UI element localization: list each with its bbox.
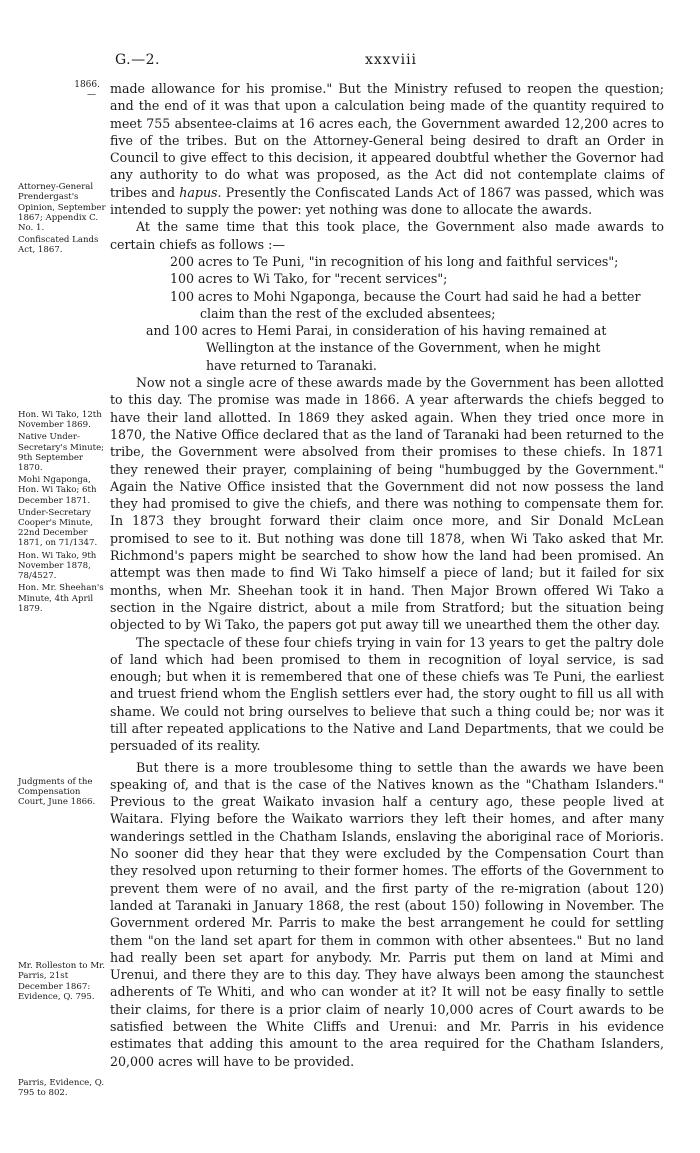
- document-reference: G.—2.: [115, 52, 160, 68]
- margin-year: 1866.: [74, 80, 100, 90]
- margin-notes: [0, 759, 110, 1101]
- margin-note: Hon. Mr. Sheehan's Minute, 4th April 1879.: [18, 583, 104, 614]
- margin-note: Mohi Ngaponga, Hon. Wi Tako; 6th December 1871.: [18, 475, 97, 506]
- paragraph: But there is a more troublesome thing to settle than the awards we have been speaking of, and that is the case of the Natives known as the "Chatham Islanders." Previous to the great Waikato invasion half a century ago, these people lived at Waitara. Flying before the Waikato warriors they left their homes, and after many wanderings settled in the Chatham Islands, enslaving the aboriginal race of Morioris. No sooner did they hear that they were excluded by the Compensation Court than they resolved upon returning to their former homes. The efforts of the Government to prevent them were of no avail, and the first party of the re-migration (about 120) landed at Taranaki in January 1868, the rest (about 150) following in November. The Government ordered Mr. Parris to make the best arrangement he could for settling them "on the land set apart for them in common with other absentees." But no land had really been set apart for anybody. Mr. Parris put them on land at Mimi and Urenui, and there they are to this day. They have always been among the staunchest adherents of Te Whiti, and who can wonder at it? It will not be easy finally to settle their claims, for there is a prior claim of nearly 10,000 acres of Court awards to be satisfied between the White Cliffs and Urenui: and Mr. Parris in his evidence estimates that adding this amount to the area required for the Chatham Islanders, 20,000 acres will have to be provided.: [110, 759, 664, 1069]
- award-line: 100 acres to Mohi Ngaponga, because the Court had said he had a better claim than the rest of the excluded absentees;: [170, 288, 641, 321]
- page-header: [0, 52, 700, 72]
- paragraph: The spectacle of these four chiefs trying in vain for 13 years to get the paltry dole of land which had been promised to them in recognition of loyal service, is sad enough; but when it is remembered that one of these chiefs was Te Puni, the earliest and truest friend whom the English settlers ever had, the story ought to fill us all with shame. We could not bring ourselves to believe that such a thing could be; nor was it till after repeated applications to the Native and Land Departments, that we could be persuaded of its reality.: [110, 634, 664, 754]
- margin-note: Hon. Wi Tako, 9th November 1878, 78/4527.: [18, 550, 97, 582]
- margin-note: Attorney-General Prendergast's Opinion, September 1867; Appendix C. No. 1.: [18, 182, 106, 234]
- margin-notes: [0, 80, 110, 258]
- award-line: 200 acres to Te Puni, "in recognition of his long and faithful services";: [170, 253, 619, 269]
- main-text: [110, 374, 664, 759]
- paragraph: Now not a single acre of these awards made by the Government has been allotted to this day. The promise was made in 1866. A year afterwards the chiefs begged to have their land allotted. In 1869 they asked again. When they tried once more in 1870, the Native Office declared that as the land of Taranaki had been returned to the tribe, the Government were absolved from their promises to these chiefs. In 1871 they renewed their prayer, complaining of being "humbugged by the Government." Again the Native Office insisted that the Government did not now possess the land they had promised to give the chiefs, and there was nothing to compensate them for. In 1873 they brought forward their claim once more, and Sir Donald McLean promised to see to it. But nothing was done till 1878, when Wi Tako asked that Mr. Richmond's papers might be searched to show how the land had been promised. An attempt was then made to find Wi Tako himself a piece of land; but it failed for six months, when Mr. Sheehan took it in hand. Then Major Brown offered Wi Tako a section in the Ngaire district, about a mile from Stratford; but the situation being objected to by Wi Tako, the papers got put away till we unearthed them the other day.: [110, 375, 664, 633]
- margin-note: Parris, Evidence, Q. 795 to 802.: [18, 1078, 105, 1099]
- page-body: [0, 80, 700, 1100]
- margin-note: Hon. Wi Tako, 12th November 1869.: [18, 410, 102, 431]
- section-chatham-islanders: [0, 759, 700, 1101]
- margin-notes: [0, 374, 110, 616]
- main-text: [110, 80, 664, 374]
- margin-note: Judgments of the Compensation Court, June 1866.: [18, 776, 96, 807]
- page-number: xxxviii: [365, 52, 418, 68]
- margin-note: Mr. Rolleston to Mr. Parris, 21st December 1867: Evidence, Q. 795.: [18, 961, 106, 1002]
- margin-note: Confiscated Lands Act, 1867.: [18, 235, 99, 256]
- award-line: and 100 acres to Hemi Parai, in consideration of his having remained at Wellington at the instance of the Government, when he might have returned to Taranaki.: [146, 323, 607, 373]
- margin-note: Under-Secretary Cooper's Minute, 22nd December 1871, on 71/1347.: [18, 507, 98, 549]
- margin-note: Native Under-Secretary's Minute; 9th September 1870.: [18, 432, 105, 474]
- section-awards-history: [0, 374, 700, 759]
- margin-dash: —: [87, 90, 96, 101]
- italic-term: hapus: [179, 184, 218, 200]
- award-line: 100 acres to Wi Tako, for "recent services";: [170, 271, 448, 287]
- paragraph: made allowance for his promise." But the Ministry refused to reopen the question; and the end of it was that upon a calculation being made of the quantity required to meet 755 absentee-claims at 16 acres each, the Government awarded 12,200 acres to five of the tribes. But on the Attorney-General being desired to draft an Order in Council to give effect to this decision, it appeared doubtful whether the Governor had any authority to do what was proposed, as the Act did not contemplate claims of tribes and hapus. Presently the Confiscated Lands Act of 1867 was passed, which was intended to supply the power: yet nothing was done to allocate the awards.: [110, 81, 664, 218]
- paragraph: At the same time that this took place, the Government also made awards to certain chiefs as follows :—: [110, 219, 664, 252]
- main-text: [110, 759, 664, 1070]
- section-opening: [0, 80, 700, 374]
